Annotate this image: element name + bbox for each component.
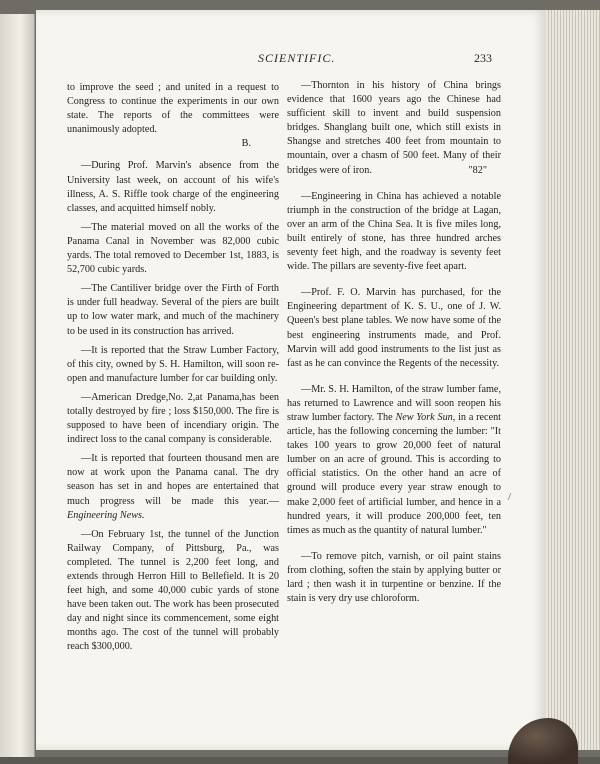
paragraph-straw-lumber: —It is reported that the Straw Lumber Factory, of this city, owned by S. H. Hamilton, will soon re-open and manufacture lumber for car building only. xyxy=(67,344,279,384)
paragraph-cantiliver-bridge: —The Cantiliver bridge over the Firth of Forth is under full headway. Several of the piers are built up to low water mark, and much of the machinery to be used in its construction has arrived. xyxy=(67,283,279,337)
running-header xyxy=(36,47,546,67)
paragraph-marvin-absence: —During Prof. Marvin's absence from the University last week, on account of his wife's illness, A. S. Riffle took charge of the engineering classes, and acquitted himself nobly. xyxy=(67,160,279,214)
paragraph-panama-material: —The material moved on all the works of the Panama Canal in November was 82,000 cubic yards. The total removed to December 1st, 1883, is 52,700 cubic yards. xyxy=(67,221,279,276)
paragraph-china-bridges xyxy=(287,79,501,178)
facing-page-edge xyxy=(0,14,35,757)
page-number: 233 xyxy=(474,51,492,65)
paragraph-panama-workers xyxy=(67,452,279,522)
page-stack-edges xyxy=(546,10,600,750)
china-bridges-text: —Thornton in his history of China brings evidence that 1600 years ago the Chinese had sufficient skill to invent and build suspension bridges. Shanglang built one, which still exists in Shangse and stretches 400 feet from mountain to mountain, over a chasm of 500 feet. Many of their bridges were of iron. xyxy=(287,80,501,176)
panama-workers-text: —It is reported that fourteen thousand men are now at work upon the Panama canal. The dry season has set in and hopes are entertained that much progress will be made this year.— xyxy=(67,453,279,507)
hamilton-text-a: —Mr. S. H. Hamilton, of the straw lumber fame, has returned to Lawrence and will soon reopen his straw lumber factory. The xyxy=(287,383,501,423)
signature-82: "82" xyxy=(468,164,487,176)
hamilton-text-b: , in a recent article, has the following concerning the lumber: "It takes 100 years to grow 20,000 feet of natural lumber on an acre of ground. This is according to official statistics. On the other hand an acre of ground will produce every year straw enough to make 2,000 feet of artificial lumber, and hence in a hundred years, it will produce 200,000 feet, ten times as much as the quantity of natural lumber." xyxy=(287,411,502,536)
source-engineering-news: Engineering News. xyxy=(67,509,145,521)
paragraph-seed-request: to improve the seed ; and united in a request to Congress to continue the experiments in our own state. The reports of the committees were unanimously adopted. xyxy=(67,82,279,136)
paragraph-junction-tunnel: —On February 1st, the tunnel of the Junction Railway Company, of Pittsburg, Pa., was completed. The tunnel is 2,200 feet long, and extends through Herron Hill to Bellefield. It is 20 feet high, and some 40,000 cubic yards of stone have been taken out. The work has been prosecuted day and night since its commencement, some eight months ago. The cost of the tunnel will probably reach $300,000. xyxy=(67,528,279,653)
running-title: SCIENTIFIC. xyxy=(258,51,336,65)
margin-pencil-mark: / xyxy=(508,491,512,503)
signature-b: B. xyxy=(241,138,251,150)
source-new-york-sun: New York Sun xyxy=(395,411,453,423)
right-column xyxy=(287,79,501,606)
paragraph-plane-tables: —Prof. F. O. Marvin has purchased, for the Engineering department of K. S. U., one of J. W. Queen's best plane tables. We now have some of the best engineering instruments made, and Prof. Marvin will add good instruments to the list just as fast as he can convince the Regents of the necessity. xyxy=(287,287,501,369)
paragraph-china-engineering: —Engineering in China has achieved a notable triumph in the construction of the bridge at Lagan, over an arm of the China Sea. It is five miles long, built entirely of stone, has three hundred arches seventy feet high, and the roadway is seventy feet wide. The pillars are seventy-five feet apart. xyxy=(287,190,501,273)
left-column xyxy=(67,81,279,655)
paragraph-hamilton-lumber xyxy=(287,383,501,538)
paragraph-stain-removal: —To remove pitch, varnish, or oil paint stains from clothing, soften the stain by applying butter or lard ; then wash it in turpentine or benzine. If the stain is very dry use chloroform. xyxy=(287,550,501,605)
paragraph-american-dredge: —American Dredge,No. 2,at Panama,has been totally destroyed by fire ; loss $150,000. The fire is supposed to have been of incendiary origin. The indirect loss to the canal company is considerable. xyxy=(67,391,279,446)
